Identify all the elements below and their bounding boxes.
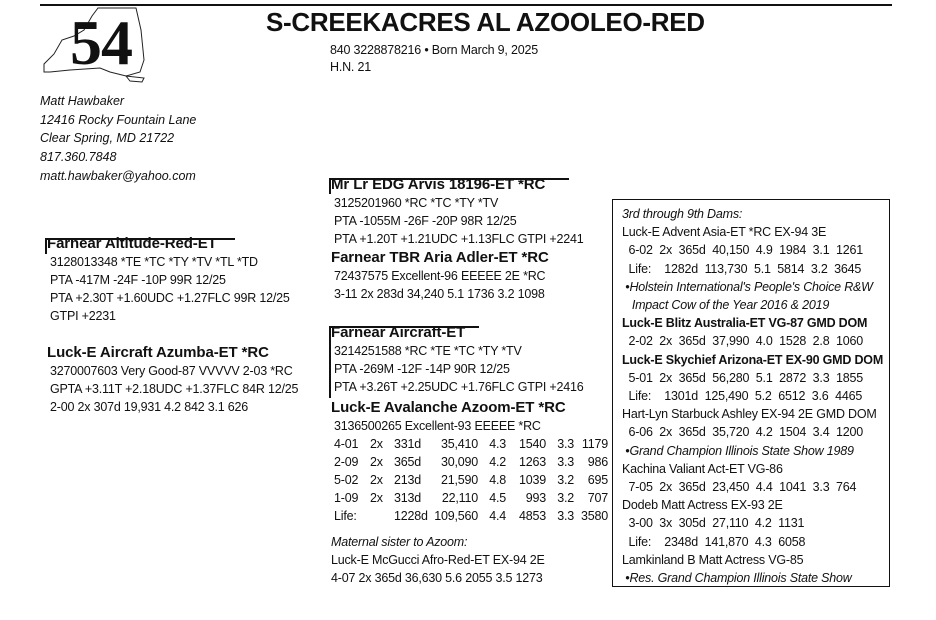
sss-name: Mr Lr EDG Arvis 18196-ET *RC xyxy=(331,176,546,193)
hn-line: H.N. 21 xyxy=(330,60,371,74)
dam-history-line: Life: 2348d 141,870 4.3 6058 xyxy=(622,534,806,549)
sss-block xyxy=(331,175,584,248)
dam-history-line: •Res. Grand Champion Illinois State Show xyxy=(622,571,852,586)
sire-name: Farnear Altitude-Red-ET xyxy=(47,235,217,252)
dam-history-line: 3-00 3x 305d 27,110 4.2 1131 xyxy=(622,516,805,531)
record-cell: 2x xyxy=(370,437,383,451)
dam-history-line: Lamkinland B Matt Actress VG-85 xyxy=(622,552,804,567)
table-row xyxy=(334,453,608,471)
page-title: S-CREEKACRES AL AZOOLEO-RED xyxy=(266,7,705,37)
record-cell: 1228d xyxy=(394,509,428,523)
dam-block xyxy=(331,398,608,587)
record-cell: 3.3 xyxy=(557,455,574,469)
record-cell: Life: xyxy=(334,509,357,523)
record-cell: 213d xyxy=(394,473,422,487)
dam-sire-line-2: PTA -269M -12F -14P 90R 12/25 xyxy=(334,362,510,376)
dam-history-line: Impact Cow of the Year 2016 & 2019 xyxy=(622,298,830,313)
dam-history-line: •Holstein International's People's Choice R&W xyxy=(622,279,873,294)
sss-line-1: 3125201960 *RC *TC *TY *TV xyxy=(334,196,499,210)
record-cell: 2x xyxy=(370,491,383,505)
dam-history-line: Life: 1282d 113,730 5.1 5814 3.2 3645 xyxy=(622,261,862,276)
ssd-line-2: 3-11 2x 283d 34,240 5.1 1736 3.2 1098 xyxy=(334,287,545,301)
sire-line-1: 3128013348 *TE *TC *TY *TV *TL *TD xyxy=(50,255,258,269)
record-cell: 4.4 xyxy=(489,509,506,523)
table-row xyxy=(334,489,608,507)
record-cell: 1540 xyxy=(518,437,546,451)
dam-history-line: 6-06 2x 365d 35,720 4.2 1504 3.4 1200 xyxy=(622,425,863,440)
dam-history-line: Luck-E Skychief Arizona-ET EX-90 GMD DOM xyxy=(622,352,884,367)
dam-line-1: 3136500265 Excellent-93 EEEEE *RC xyxy=(334,419,541,433)
record-cell: 3.3 xyxy=(557,437,574,451)
record-cell: 2x xyxy=(370,473,383,487)
record-cell: 1263 xyxy=(518,455,546,469)
record-cell: 35,410 xyxy=(440,437,478,451)
record-cell: 4-01 xyxy=(334,437,359,451)
record-cell: 365d xyxy=(394,455,422,469)
record-cell: 1-09 xyxy=(334,491,359,505)
record-cell: 4.3 xyxy=(489,437,506,451)
dam-sire-name: Farnear Aircraft-ET xyxy=(331,324,466,341)
owner-block xyxy=(40,92,196,186)
owner-city: Clear Spring, MD 21722 xyxy=(40,131,175,146)
record-cell: 1179 xyxy=(581,437,608,451)
record-cell: 313d xyxy=(394,491,422,505)
life-row xyxy=(334,507,608,525)
record-cell: 3.2 xyxy=(557,491,574,505)
sire-block xyxy=(47,234,290,325)
record-cell: 22,110 xyxy=(441,491,478,505)
dam-records-table xyxy=(334,435,608,525)
dam-history-line: Luck-E Advent Asia-ET *RC EX-94 3E xyxy=(622,225,827,240)
record-cell: 30,090 xyxy=(440,455,478,469)
dam-history-line: 7-05 2x 365d 23,450 4.4 1041 3.3 764 xyxy=(622,480,857,495)
record-cell: 2x xyxy=(370,455,383,469)
maternal-sister-record: 4-07 2x 365d 36,630 5.6 2055 3.5 1273 xyxy=(331,571,543,585)
sire-dam-line-1: 3270007603 Very Good-87 VVVVV 2-03 *RC xyxy=(50,364,293,378)
owner-phone: 817.360.7848 xyxy=(40,150,117,165)
record-cell: 986 xyxy=(587,455,608,469)
dams-box-heading: 3rd through 9th Dams: xyxy=(622,207,743,221)
dam-history-line: 5-01 2x 365d 56,280 5.1 2872 3.3 1855 xyxy=(622,370,863,385)
record-cell: 4853 xyxy=(518,509,546,523)
sire-dam-block xyxy=(47,343,298,416)
record-cell: 3.2 xyxy=(557,473,574,487)
dam-history-line: •Grand Champion Illinois State Show 1989 xyxy=(622,443,854,458)
owner-email: matt.hawbaker@yahoo.com xyxy=(40,168,196,183)
record-cell: 331d xyxy=(394,437,422,451)
owner-name: Matt Hawbaker xyxy=(40,94,125,108)
dam-sire-line-1: 3214251588 *RC *TE *TC *TY *TV xyxy=(334,344,522,358)
record-cell: 993 xyxy=(525,491,546,505)
dams-box-content xyxy=(622,205,883,587)
record-cell: 695 xyxy=(587,473,608,487)
maternal-sister-label: Maternal sister to Azoom: xyxy=(331,535,468,549)
record-cell: 4.2 xyxy=(489,455,506,469)
ssd-line-1: 72437575 Excellent-96 EEEEE 2E *RC xyxy=(334,269,546,283)
sss-line-2: PTA -1055M -26F -20P 98R 12/25 xyxy=(334,214,517,228)
record-cell: 3.3 xyxy=(557,509,574,523)
sire-line-2: PTA -417M -24F -10P 99R 12/25 xyxy=(50,273,226,287)
sire-dam-line-3: 2-00 2x 307d 19,931 4.2 842 3.1 626 xyxy=(50,400,249,414)
sire-dam-line-2: GPTA +3.11T +2.18UDC +1.37FLC 84R 12/25 xyxy=(50,382,299,396)
dam-history-line: Dodeb Matt Actress EX-93 2E xyxy=(622,498,783,513)
record-cell: 1039 xyxy=(518,473,546,487)
ssd-name: Farnear TBR Aria Adler-ET *RC xyxy=(331,249,549,266)
table-row xyxy=(334,471,608,489)
animal-id-line: 840 3228878216 • Born March 9, 2025 xyxy=(330,43,538,57)
record-cell: 3580 xyxy=(580,509,608,523)
dam-history-line: 6-02 2x 365d 40,150 4.9 1984 3.1 1261 xyxy=(622,243,863,258)
dam-history-line: Hart-Lyn Starbuck Ashley EX-94 2E GMD DOM xyxy=(622,407,877,422)
sss-line-3: PTA +1.20T +1.21UDC +1.13FLC GTPI +2241 xyxy=(334,232,584,246)
owner-street: 12416 Rocky Fountain Lane xyxy=(40,112,197,127)
sire-line-4: GTPI +2231 xyxy=(50,309,116,323)
dam-name: Luck-E Avalanche Azoom-ET *RC xyxy=(331,399,566,416)
record-cell: 109,560 xyxy=(434,509,478,523)
record-cell: 21,590 xyxy=(440,473,478,487)
ssd-block xyxy=(331,248,549,303)
record-cell: 707 xyxy=(587,491,608,505)
sire-line-3: PTA +2.30T +1.60UDC +1.27FLC 99R 12/25 xyxy=(50,291,290,305)
dam-history-line: Life: 1301d 125,490 5.2 6512 3.6 4465 xyxy=(622,389,863,404)
record-cell: 2-09 xyxy=(334,455,359,469)
lot-number: 54 xyxy=(70,7,132,78)
record-cell: 4.8 xyxy=(489,473,506,487)
dam-history-line: Kachina Valiant Act-ET VG-86 xyxy=(622,461,783,476)
dam-history-line: Luck-E Blitz Australia-ET VG-87 GMD DOM xyxy=(622,316,868,331)
sire-dam-name: Luck-E Aircraft Azumba-ET *RC xyxy=(47,344,269,361)
record-cell: 5-02 xyxy=(334,473,359,487)
table-row xyxy=(334,435,608,453)
dam-sire-block xyxy=(331,323,584,396)
dam-sire-line-3: PTA +3.26T +2.25UDC +1.76FLC GTPI +2416 xyxy=(334,380,584,394)
record-cell: 4.5 xyxy=(489,491,506,505)
dam-history-line: 2-02 2x 365d 37,990 4.0 1528 2.8 1060 xyxy=(622,334,863,349)
maternal-sister-name: Luck-E McGucci Afro-Red-ET EX-94 2E xyxy=(331,553,545,567)
